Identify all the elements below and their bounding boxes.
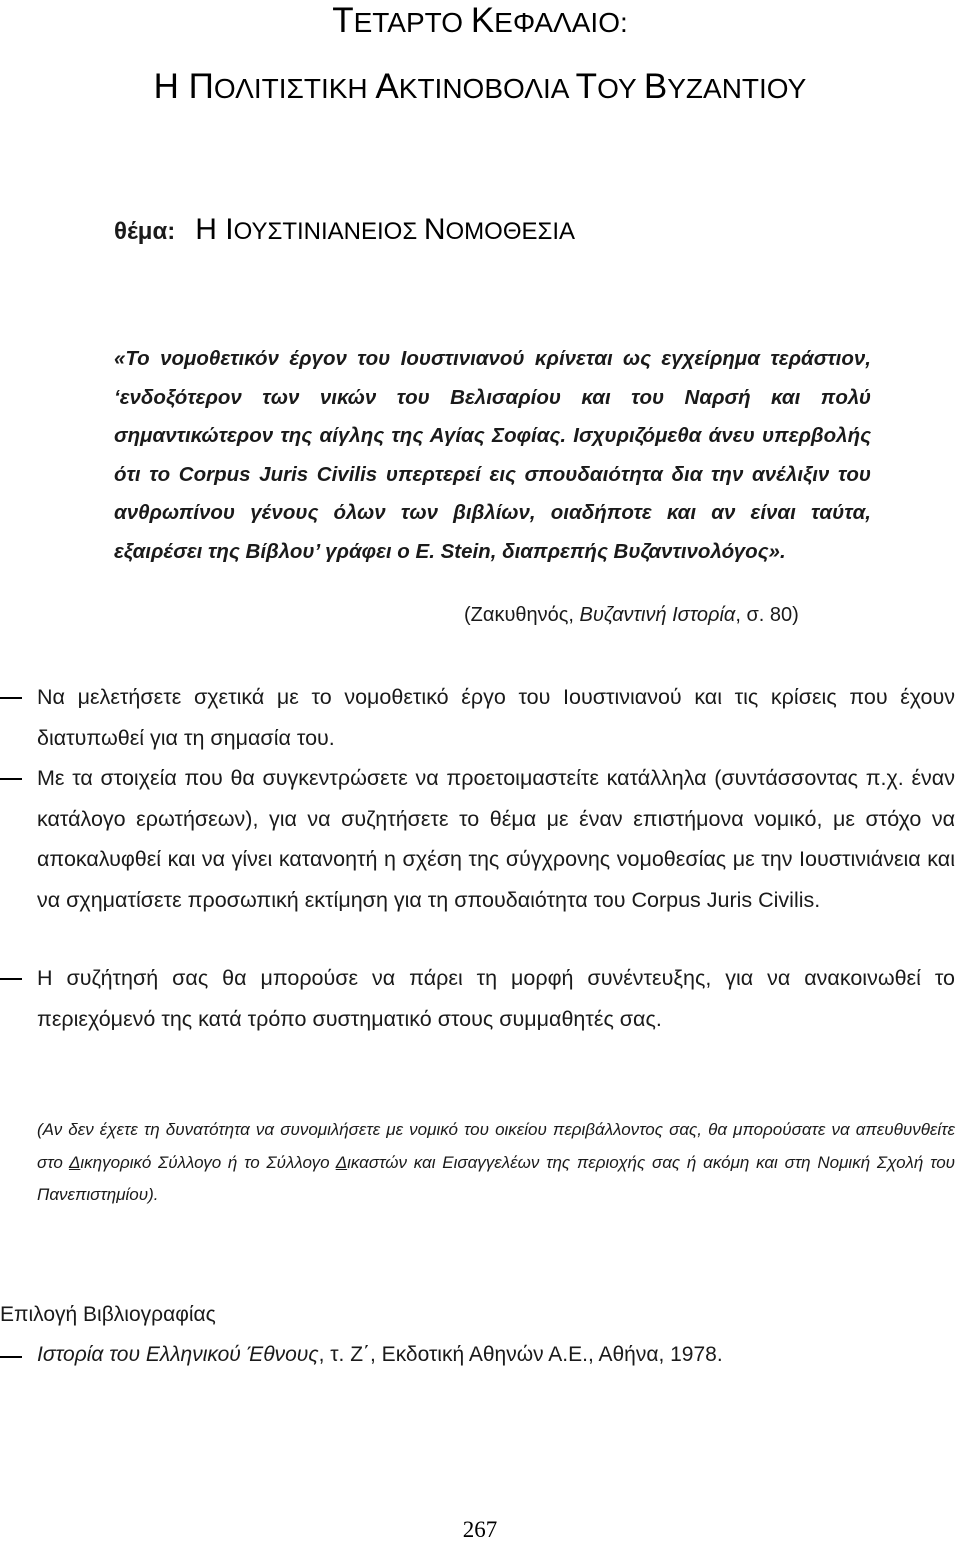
- dash-bullet: [0, 1356, 22, 1358]
- bibliography-heading: Επιλογή Βιβλιογραφίας: [0, 1303, 216, 1326]
- theme-heading: [114, 210, 575, 250]
- task-item: Η συζήτησή σας θα μπορούσε να πάρει τη μορφή συνέντευξης, για να ανακοινωθεί το περιεχόμενό της κατά τρόπο συστηματικό στους συμμαθητές σας.: [37, 966, 955, 1031]
- bibliography-details: , τ. Ζ΄, Εκδοτική Αθηνών Α.Ε., Αθήνα, 1978.: [318, 1343, 723, 1366]
- page-number: 267: [462, 1517, 498, 1542]
- chapter-title-line2: [0, 64, 960, 110]
- theme-text: Ι: [225, 213, 234, 246]
- task-item: Να μελετήσετε σχετικά με το νομοθετικό έργο του Ιουστινιανού και τις κρίσεις που έχουν διατυπωθεί για τη σημασία του.: [37, 685, 955, 750]
- title-text: Β: [643, 67, 668, 106]
- note-text: Δ: [68, 1152, 81, 1172]
- dash-bullet: [0, 778, 22, 780]
- dash-bullet: [0, 697, 22, 699]
- bibliography-title: Ιστορία του Ελληνικού Έθνους: [37, 1343, 319, 1366]
- theme-text: Ν: [423, 213, 446, 246]
- title-text: Κ: [470, 1, 495, 40]
- task-item: Με τα στοιχεία που θα συγκεντρώσετε να προετοιμαστείτε κατάλληλα (συντάσσοντας π.χ. έναν κατάλογο ερωτήσεων), για να συζητήσετε το θέμα με έναν επιστήμονα νομικό, με στόχο να αποκαλυφθεί και να γίνει κατανοητή η σχέση της σύγχρονης νομοθεσίας με την Ιουστινιάνεια και να σχηματίσετε προσωπική εκτίμηση για τη σπουδαιότητα του Corpus Juris Civilis.: [37, 766, 955, 912]
- title-text: ΟΛΙΤΙΣΤΙΚΗ: [213, 73, 376, 104]
- title-text: ΥΖΑΝΤΙΟΥ: [667, 73, 807, 104]
- quote-paragraph: «Το νομοθετικόν έργον του Ιουστινιανού κρίνεται ως εγχείρημα τεράστιον, ‘ενδοξότερον των νικών του Βελισαρίου και του Ναρσή και πολύ σημαντικώτερον της αίγλης της Αγίας Σοφίας. Ισχυριζόμεθα άνευ υπερβολής ότι το Corpus Juris Civilis υπερτερεί εις σπουδαιότητα δια την ανέλιξιν του ανθρωπίνου γένους όλων των βιβλίων, οιαδήποτε και αν είναι ταύτα, εξαιρέσει της Βίβλου’ γράφει ο E. Stein, διαπρεπής Βυζαντινολόγος».: [114, 347, 871, 563]
- title-text: Π: [188, 67, 214, 106]
- theme-label: θέμα:: [114, 218, 176, 245]
- citation-work: Βυζαντινή Ιστορία: [579, 604, 736, 626]
- title-text: Η: [153, 67, 189, 106]
- title-text: ΕΦΑΛΑΙΟ:: [494, 7, 628, 38]
- title-text: ΕΤΑΡΤΟ: [353, 7, 471, 38]
- citation-text: , σ. 80): [735, 604, 799, 626]
- title-text: ΟΥ: [597, 73, 644, 104]
- quote-citation: [464, 600, 884, 630]
- dash-bullet: [0, 978, 22, 980]
- chapter-title-line1: [0, 0, 960, 42]
- title-text: ΚΤΙΝΟΒΟΛΙΑ: [398, 73, 576, 104]
- bibliography-item: [37, 1340, 723, 1370]
- theme-text: Η: [195, 213, 226, 246]
- theme-text: ΟΥΣΤΙΝΙΑΝΕΙΟΣ: [233, 218, 424, 245]
- title-text: Τ: [332, 1, 354, 40]
- note-paragraph: [37, 1114, 955, 1212]
- title-text: Τ: [575, 67, 598, 106]
- note-text: ικηγορικό Σύλλογο ή το Σύλλογο: [80, 1152, 336, 1172]
- note-text: (Αν δεν έχετε τη δυνατότητα να συνομιλήσετε με νομικό του οικείου περιβάλλοντος σας, θα μπορούσατε να απευθυνθείτε στο: [37, 1120, 955, 1172]
- note-text: Δ: [335, 1152, 348, 1172]
- citation-text: (Ζακυθηνός,: [464, 604, 580, 626]
- title-text: Α: [375, 67, 399, 106]
- theme-text: ΟΜΟΘΕΣΙΑ: [445, 218, 576, 245]
- note-text: ικαστών και Εισαγγελέων της περιοχής σας ή ακόμη και στη Νομική Σχολή του Πανεπιστημίου).: [37, 1152, 955, 1204]
